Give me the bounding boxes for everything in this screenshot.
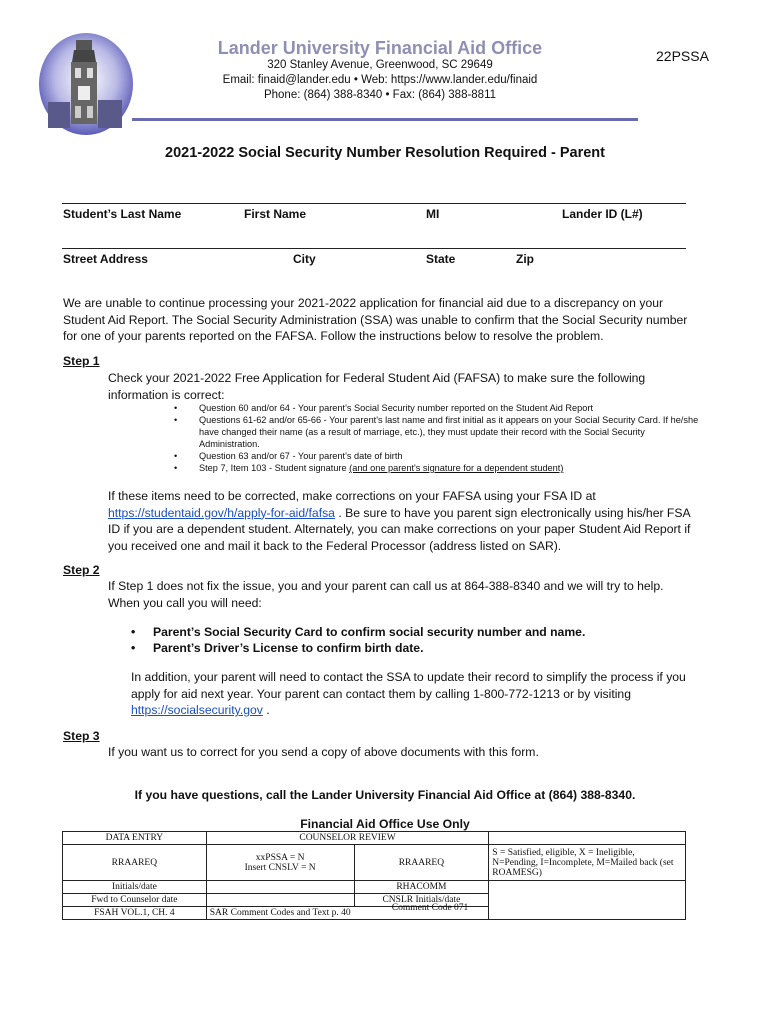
blank-header-cell	[489, 832, 686, 845]
label-mi: MI	[426, 207, 440, 221]
ssa-link[interactable]: https://socialsecurity.gov	[131, 703, 263, 717]
office-address: 320 Stanley Avenue, Greenwood, SC 29649	[267, 59, 493, 71]
status-legend: S = Satisfied, eligible, X = Ineligible, N=Pending, I=Incomplete, M=Mailed back (set ROAMESG)	[489, 845, 686, 881]
step3-label: Step 3	[63, 729, 100, 743]
form-code: 22PSSA	[656, 48, 709, 64]
rhacomm-cell: RHACOMM	[354, 881, 489, 894]
sar-codes-cell: SAR Comment Codes and Text p. 40 Comment Code 071	[206, 907, 489, 920]
initials-date-cell: Initials/date	[63, 881, 207, 894]
pssa-cell: xxPSSA = N Insert CNSLV = N	[206, 845, 354, 881]
office-use-table	[62, 831, 686, 920]
step1-bullet-1: • Question 60 and/or 64 - Your parent's Social Security number reported on the Student Aid Report	[174, 403, 593, 413]
office-use-title: Financial Aid Office Use Only	[300, 817, 470, 831]
step1-correction: If these items need to be corrected, make corrections on your FAFSA using your FSA ID at https://studentaid.gov/h/apply-for-aid/fafsa . Be sure to have you parent sign electronically using his/her FSA ID if you are a dependent student. Alternately, you can make corrections on your paper Student Aid Report if you received one and mail it back to the Federal Processor (address listed on SAR).	[108, 489, 691, 553]
label-zip: Zip	[516, 252, 534, 266]
step1-text: Check your 2021-2022 Free Application for Federal Student Aid (FAFSA) to make sure the following information is correct:	[108, 371, 646, 402]
field-line-2[interactable]	[62, 248, 686, 249]
rraareq-cell-2: RRAAREQ	[354, 845, 489, 881]
step2-text: If Step 1 does not fix the issue, you and your parent can call us at 864-388-8340 and we will try to help. When you call you will need:	[108, 579, 664, 610]
blank-cell-3[interactable]	[206, 894, 354, 907]
dependent-signature-note: (and one parent's signature for a dependent student)	[349, 463, 564, 473]
label-first-name: First Name	[244, 207, 307, 221]
fwd-counselor-cell: Fwd to Counselor date	[63, 894, 207, 907]
label-last-name: Student’s Last Name	[63, 207, 182, 221]
rraareq-cell-1: RRAAREQ	[63, 845, 207, 881]
step1-label: Step 1	[63, 354, 100, 368]
counselor-review-header: COUNSELOR REVIEW	[206, 832, 489, 845]
header-rule	[132, 118, 638, 121]
cnslr-initials-cell: CNSLR Initials/date	[354, 894, 489, 907]
data-entry-header: DATA ENTRY	[63, 832, 207, 845]
step2-bullet-2: • Parent’s Driver’s License to confirm birth date.	[131, 641, 424, 655]
office-email-web: Email: finaid@lander.edu • Web: https://www.lander.edu/finaid	[222, 74, 538, 86]
intro-paragraph: We are unable to continue processing your 2021-2022 application for financial aid due to a discrepancy on your Student Aid Report. The Social Security Administration (SSA) was unable to confirm that the Social Security number for one of your parents reported on the FAFSA. Follow the instructions below to resolve the problem.	[63, 296, 688, 343]
step1-bullet-3: • Question 63 and/or 67 - Your parent's date of birth	[174, 451, 403, 461]
label-state: State	[426, 252, 456, 266]
field-line-1[interactable]	[62, 203, 686, 204]
office-name: Lander University Financial Aid Office	[217, 38, 543, 58]
fsah-cell: FSAH VOL.1, CH. 4	[63, 907, 207, 920]
step1-bullet-2: • Questions 61-62 and/or 65-66 - Your parent's last name and first initial as it appears on your Social Security Card. If he/she have changed their name (as a result of marriage, etc.), they must update their record with the Social Security Administration.	[174, 415, 699, 449]
label-street: Street Address	[63, 252, 148, 266]
step2-label: Step 2	[63, 563, 100, 577]
label-city: City	[293, 252, 316, 266]
fafsa-link[interactable]: https://studentaid.gov/h/apply-for-aid/fafsa	[108, 505, 335, 520]
step1-bullet-4: • Step 7, Item 103 - Student signature (and one parent's signature for a dependent student)	[174, 463, 564, 473]
blank-cell-1[interactable]	[206, 881, 354, 894]
label-lander-id: Lander ID (L#)	[562, 207, 643, 221]
document-title: 2021-2022 Social Security Number Resolution Required - Parent	[165, 145, 605, 161]
blank-cell-2[interactable]	[489, 881, 686, 920]
step2-addition: In addition, your parent will need to contact the SSA to update their record to simplify the process if you apply for aid next year. Your parent can contact them by calling 1-800-772-1213 or by visiting https://socialsecurity.gov .	[131, 670, 686, 717]
questions-line: If you have questions, call the Lander University Financial Aid Office at (864) 388-8340.	[134, 788, 636, 802]
step2-bullet-1: • Parent’s Social Security Card to confirm social security number and name.	[131, 625, 586, 639]
step3-text: If you want us to correct for you send a copy of above documents with this form.	[108, 745, 539, 759]
office-phone-fax: Phone: (864) 388-8340 • Fax: (864) 388-8811	[263, 89, 497, 101]
comment-code: Comment Code 071	[391, 903, 469, 913]
lander-logo	[38, 32, 134, 136]
